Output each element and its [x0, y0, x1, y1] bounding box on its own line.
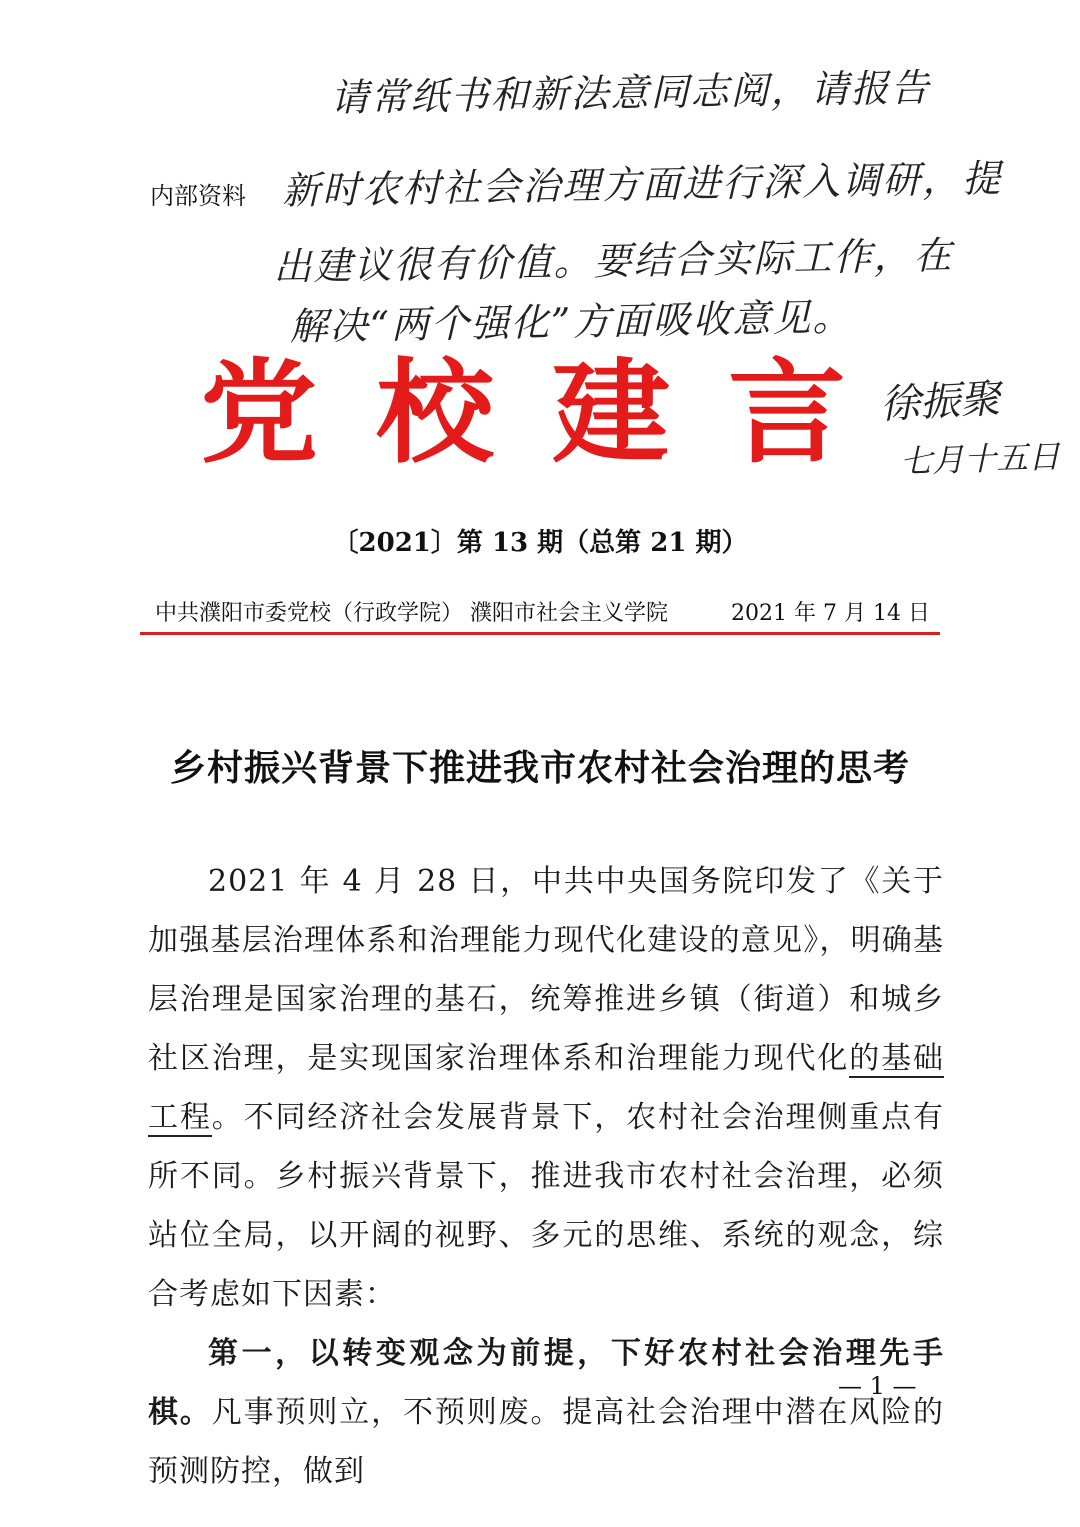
handwritten-line-4: 解决“两个强化”方面吸收意见。 — [289, 294, 853, 349]
article-title: 乡村振兴背景下推进我市农村社会治理的思考 — [169, 748, 910, 789]
paragraph-1-text-b: 。不同经济社会发展背景下，农村社会治理侧重点有所不同。乡村振兴背景下，推进我市农村社会治理，必须站位全局，以开阔的视野、多元的思维、系统的观念，综合考虑如下因素： — [148, 1100, 944, 1312]
article-body — [148, 852, 944, 1501]
paragraph-2-heading: 第一，以转变观念为前提，下好农村社会治理先手棋。 — [148, 1336, 944, 1430]
issue-date: 2021 年 7 月 14 日 — [731, 601, 930, 626]
handwritten-signature-date: 七月十五日 — [899, 437, 1061, 481]
handwritten-line-1: 请常纸书和新法意同志阅，请报告 — [330, 65, 931, 121]
paragraph-2-text: 凡事预则立，不预则废。提高社会治理中潜在风险的预测防控，做到 — [148, 1395, 944, 1489]
handwritten-line-2: 新时农村社会治理方面进行深入调研，提 — [281, 156, 1003, 213]
handwritten-line-3: 出建议很有价值。要结合实际工作，在 — [273, 233, 954, 290]
page-number: — 1 — — [838, 1372, 917, 1400]
handwritten-annotation — [273, 56, 1020, 349]
paragraph-2 — [148, 1324, 944, 1501]
internal-material-label: 内部资料 — [150, 182, 246, 210]
red-divider — [140, 632, 940, 635]
issuer-org: 中共濮阳市委党校（行政学院） 濮阳市社会主义学院 — [155, 601, 668, 626]
issuer-line — [155, 596, 935, 627]
paragraph-1 — [148, 852, 944, 1324]
masthead-title: 党校建言 — [200, 346, 905, 479]
underlined-phrase: 的基础工程 — [148, 1041, 944, 1135]
handwritten-signature: 徐振聚 — [879, 375, 1002, 429]
issue-number: 〔2021〕第 13 期（总第 21 期） — [332, 528, 748, 558]
paragraph-1-text-a: 2021 年 4 月 28 日，中共中央国务院印发了《关于加强基层治理体系和治理能力现代化建设的意见》，明确基层治理是国家治理的基石，统筹推进乡镇（街道）和城乡社区治理，是实现国家治理体系和治理能力现代化 — [148, 864, 944, 1076]
